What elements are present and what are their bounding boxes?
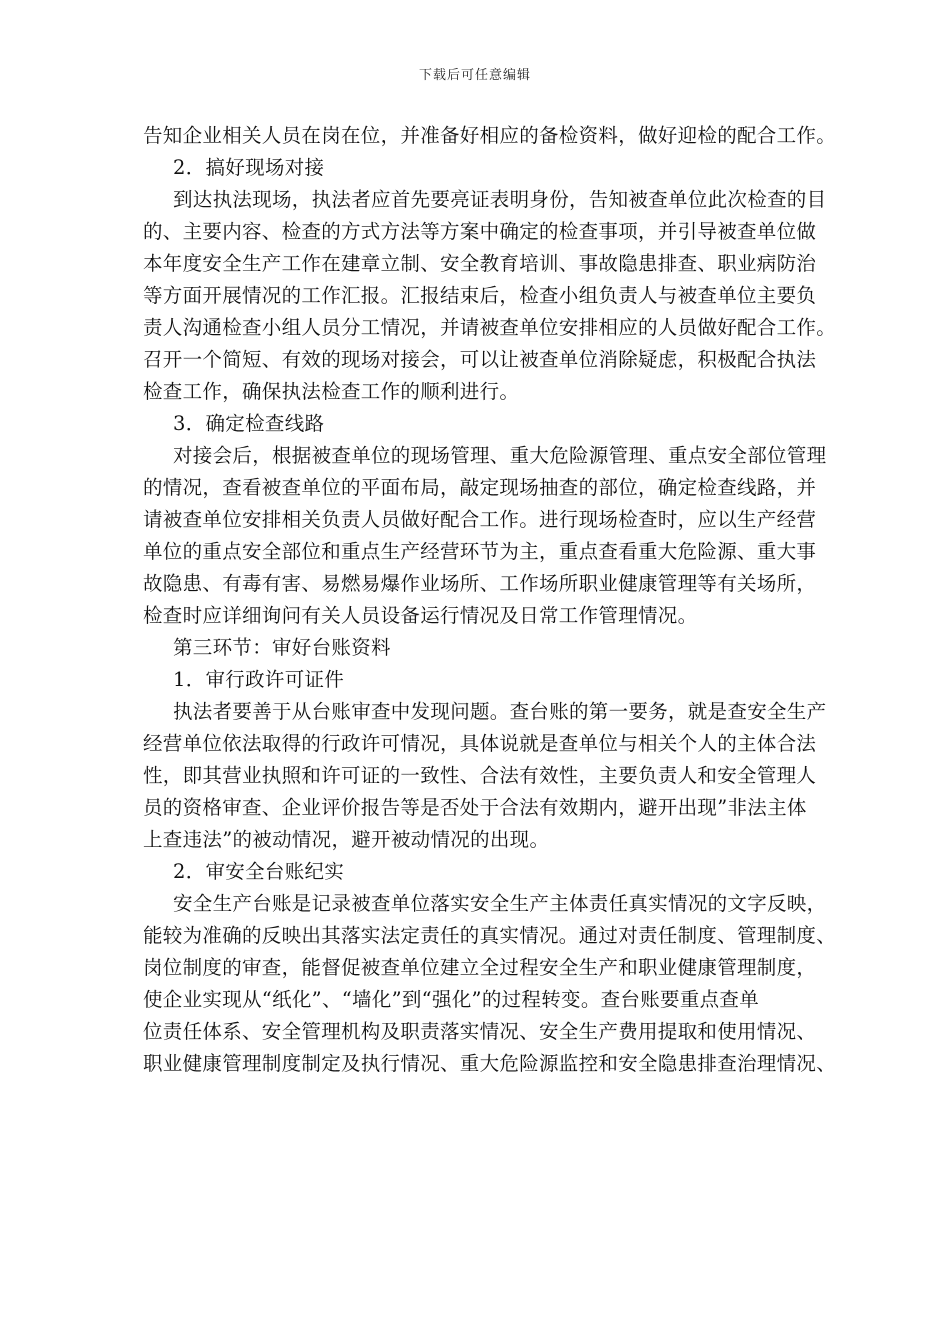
text-line: 位责任体系、安全管理机构及职责落实情况、安全生产费用提取和使用情况、: [143, 1020, 817, 1043]
text-line: 2．搞好现场对接: [173, 156, 325, 179]
text-line: 3．确定检查线路: [173, 412, 325, 435]
text-line: 职业健康管理制度制定及执行情况、重大危险源监控和安全隐患排查治理情况、: [143, 1052, 837, 1075]
text-line: 使企业实现从“纸化”、“墙化”到“强化”的过程转变。查台账要重点查单: [143, 988, 760, 1011]
text-line: 检查工作，确保执法检查工作的顺利进行。: [143, 380, 520, 403]
text-line: 经营单位依法取得的行政许可情况，具体说就是查单位与相关个人的主体合法: [143, 732, 817, 755]
text-line: 等方面开展情况的工作汇报。汇报结束后，检查小组负责人与被查单位主要负: [143, 284, 817, 307]
body-text: [143, 120, 837, 1080]
text-line: 2．审安全台账纪实: [173, 860, 345, 883]
text-line: 对接会后，根据被查单位的现场管理、重大危险源管理、重点安全部位管理: [173, 444, 827, 467]
text-line: 故隐患、有毒有害、易燃易爆作业场所、工作场所职业健康管理等有关场所，: [143, 572, 817, 595]
text-line: 召开一个简短、有效的现场对接会，可以让被查单位消除疑虑，积极配合执法: [143, 348, 817, 371]
text-line: 本年度安全生产工作在建章立制、安全教育培训、事故隐患排查、职业病防治: [143, 252, 817, 275]
text-line: 员的资格审查、企业评价报告等是否处于合法有效期内，避开出现”非法主体: [143, 796, 807, 819]
text-line: 岗位制度的审查，能督促被查单位建立全过程安全生产和职业健康管理制度，: [143, 956, 817, 979]
text-line: 到达执法现场，执法者应首先要亮证表明身份，告知被查单位此次检查的目: [173, 188, 827, 211]
text-line: 单位的重点安全部位和重点生产经营环节为主，重点查看重大危险源、重大事: [143, 540, 817, 563]
text-line: 执法者要善于从台账审查中发现问题。查台账的第一要务，就是查安全生产: [173, 700, 827, 723]
text-line: 请被查单位安排相关负责人员做好配合工作。进行现场检查时，应以生产经营: [143, 508, 817, 531]
page-header: 下载后可任意编辑: [418, 68, 531, 83]
text-line: 1．审行政许可证件: [173, 668, 345, 691]
text-line: 责人沟通检查小组人员分工情况，并请被查单位安排相应的人员做好配合工作。: [143, 316, 837, 339]
text-line: 的、主要内容、检查的方式方法等方案中确定的检查事项，并引导被查单位做: [143, 220, 817, 243]
text-line: 第三环节：审好台账资料: [173, 636, 391, 659]
text-line: 告知企业相关人员在岗在位，并准备好相应的备检资料，做好迎检的配合工作。: [143, 124, 837, 147]
text-line: 上查违法”的被动情况，避开被动情况的出现。: [143, 828, 550, 851]
text-line: 检查时应详细询问有关人员设备运行情况及日常工作管理情况。: [143, 604, 698, 627]
text-line: 的情况，查看被查单位的平面布局，敲定现场抽查的部位，确定检查线路，并: [143, 476, 817, 499]
text-line: 能较为准确的反映出其落实法定责任的真实情况。通过对责任制度、管理制度、: [143, 924, 837, 947]
text-line: 性，即其营业执照和许可证的一致性、合法有效性，主要负责人和安全管理人: [143, 764, 817, 787]
text-line: 安全生产台账是记录被查单位落实安全生产主体责任真实情况的文字反映，: [173, 892, 827, 915]
